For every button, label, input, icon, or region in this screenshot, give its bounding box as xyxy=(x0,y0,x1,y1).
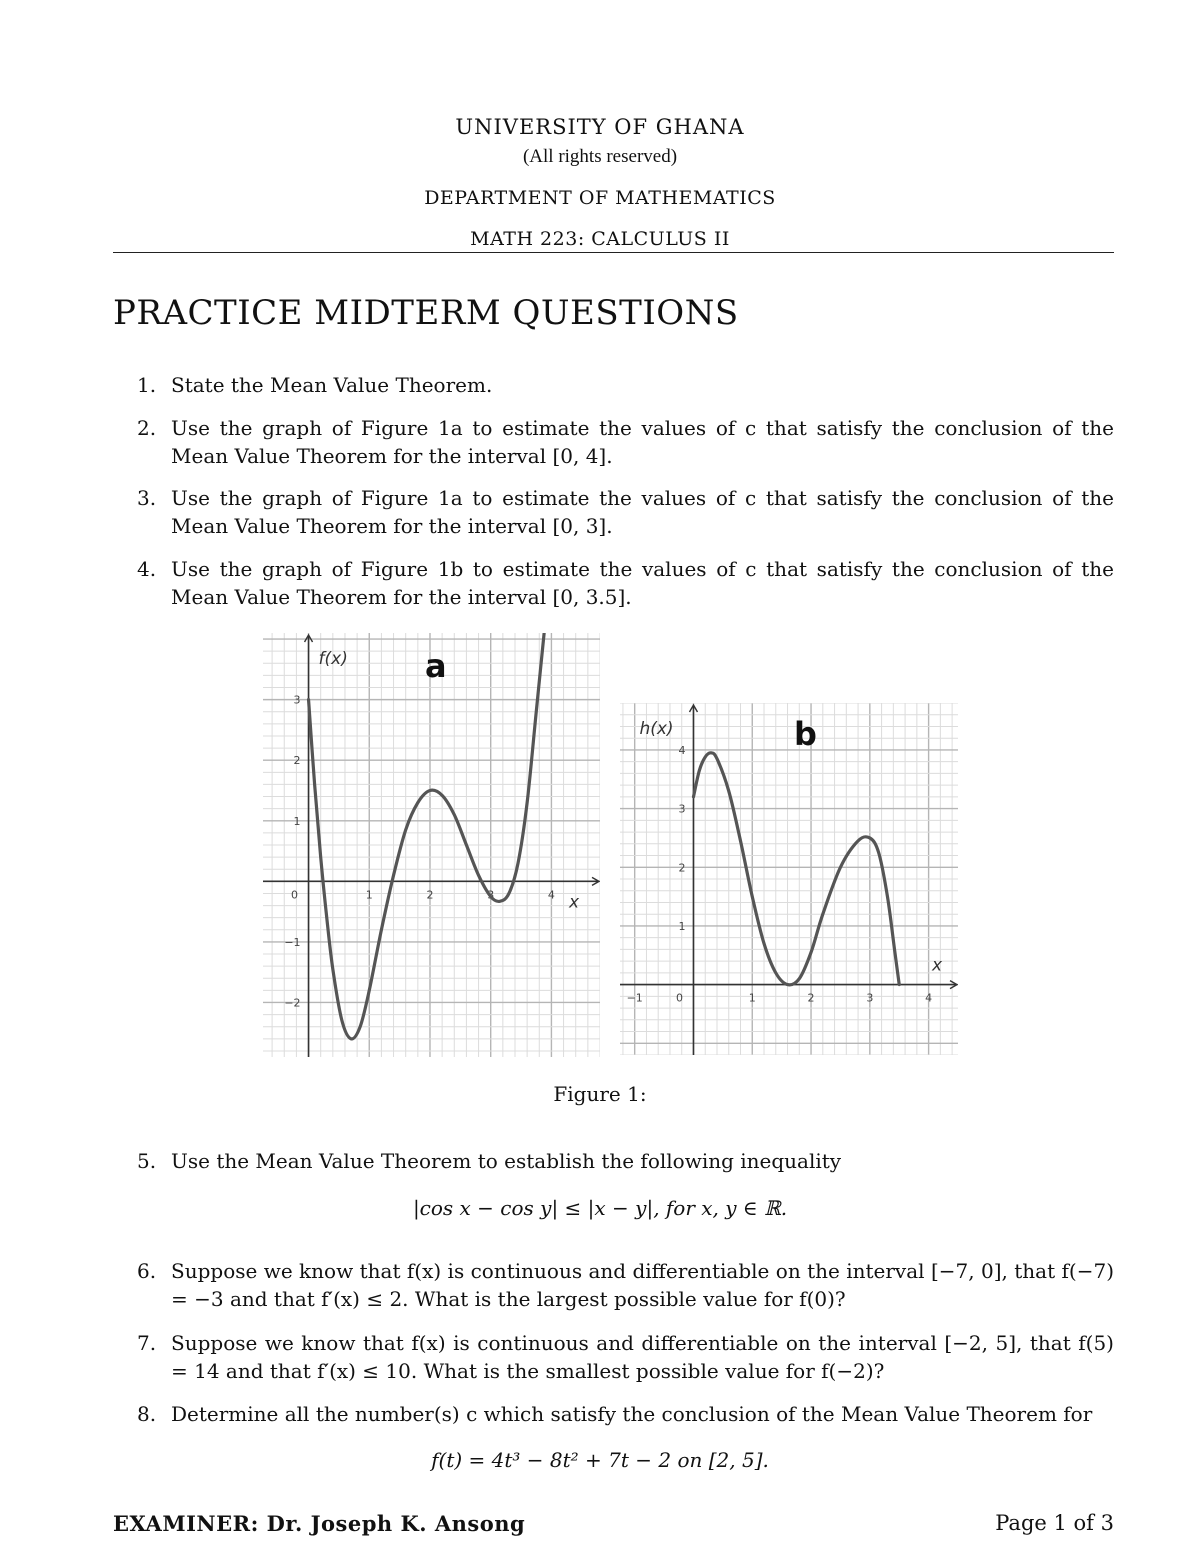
question-number: 5. xyxy=(137,1149,157,1173)
x-tick-label: 3 xyxy=(487,888,495,902)
y-tick-label: 1 xyxy=(293,814,301,828)
y-tick-label: −1 xyxy=(284,935,301,949)
question-number: 2. xyxy=(137,416,157,440)
x-axis-label: x xyxy=(569,892,580,913)
university-name: UNIVERSITY OF GHANA xyxy=(455,115,745,139)
y-tick-label: 3 xyxy=(678,802,686,816)
page-title: PRACTICE MIDTERM QUESTIONS xyxy=(113,293,739,333)
y-tick-label: 2 xyxy=(678,861,686,875)
page-number: Page 1 of 3 xyxy=(995,1511,1114,1535)
question-text: Use the graph of Figure 1b to estimate the values of c that satisfy the conclusion of the Mean Value Theorem for the interval [0, 3.5]. xyxy=(171,557,1114,609)
question-text: Use the Mean Value Theorem to establish the following inequality xyxy=(171,1149,842,1173)
x-tick-label: 1 xyxy=(748,991,756,1005)
department-name: DEPARTMENT OF MATHEMATICS xyxy=(424,187,776,209)
question-number: 3. xyxy=(137,486,157,510)
question-text: Use the graph of Figure 1a to estimate the values of c that satisfy the conclusion of the Mean Value Theorem for the interval [0, 3]. xyxy=(171,486,1114,538)
figure-1b xyxy=(620,703,958,1055)
x-tick-label: −1 xyxy=(626,991,643,1005)
y-tick-label: −2 xyxy=(284,996,301,1010)
question-number: 1. xyxy=(137,373,157,397)
x-tick-label: 3 xyxy=(866,991,874,1005)
question-text: Determine all the number(s) c which satisfy the conclusion of the Mean Value Theorem for xyxy=(171,1402,1093,1426)
equation-q8: f(t) = 4t³ − 8t² + 7t − 2 on [2, 5]. xyxy=(431,1448,769,1472)
panel-letter: a xyxy=(425,647,447,685)
x-tick-label: 0 xyxy=(291,888,299,902)
question-text: State the Mean Value Theorem. xyxy=(171,373,493,397)
x-tick-label: 2 xyxy=(807,991,815,1005)
x-tick-label: 4 xyxy=(925,991,933,1005)
y-tick-label: 3 xyxy=(293,693,301,707)
x-tick-label: 4 xyxy=(547,888,555,902)
x-tick-label: 2 xyxy=(426,888,434,902)
figure-1a xyxy=(263,633,600,1057)
question-number: 4. xyxy=(137,557,157,581)
y-tick-label: 4 xyxy=(678,743,686,757)
y-axis-label: h(x) xyxy=(639,719,674,739)
question-number: 7. xyxy=(137,1331,157,1355)
question-text: Suppose we know that f(x) is continuous and differentiable on the interval [−7, 0], that f(−7) = −3 and that f′(x) ≤ 2. What is the largest possible value for f(0)? xyxy=(171,1259,1114,1311)
figure-caption: Figure 1: xyxy=(553,1082,647,1106)
question-number: 8. xyxy=(137,1402,157,1426)
y-axis-label: f(x) xyxy=(318,649,348,669)
question-text: Suppose we know that f(x) is continuous and differentiable on the interval [−2, 5], that f(5) = 14 and that f′(x) ≤ 10. What is the smallest possible value for f(−2)? xyxy=(171,1331,1114,1383)
header-rule xyxy=(113,252,1114,253)
y-tick-label: 1 xyxy=(678,919,686,933)
equation-q5: |cos x − cos y| ≤ |x − y|, for x, y ∈ ℝ. xyxy=(412,1196,788,1220)
rights-notice: (All rights reserved) xyxy=(522,146,678,167)
x-axis-label: x xyxy=(932,955,943,976)
course-title: MATH 223: CALCULUS II xyxy=(470,228,730,250)
examiner-name: EXAMINER: Dr. Joseph K. Ansong xyxy=(113,1511,526,1536)
function-curve xyxy=(693,753,899,985)
x-tick-label: 1 xyxy=(365,888,373,902)
x-tick-label: 0 xyxy=(675,991,683,1005)
panel-letter: b xyxy=(794,715,817,753)
y-tick-label: 2 xyxy=(293,754,301,768)
question-number: 6. xyxy=(137,1259,157,1283)
question-text: Use the graph of Figure 1a to estimate the values of c that satisfy the conclusion of the Mean Value Theorem for the interval [0, 4]. xyxy=(171,416,1114,468)
